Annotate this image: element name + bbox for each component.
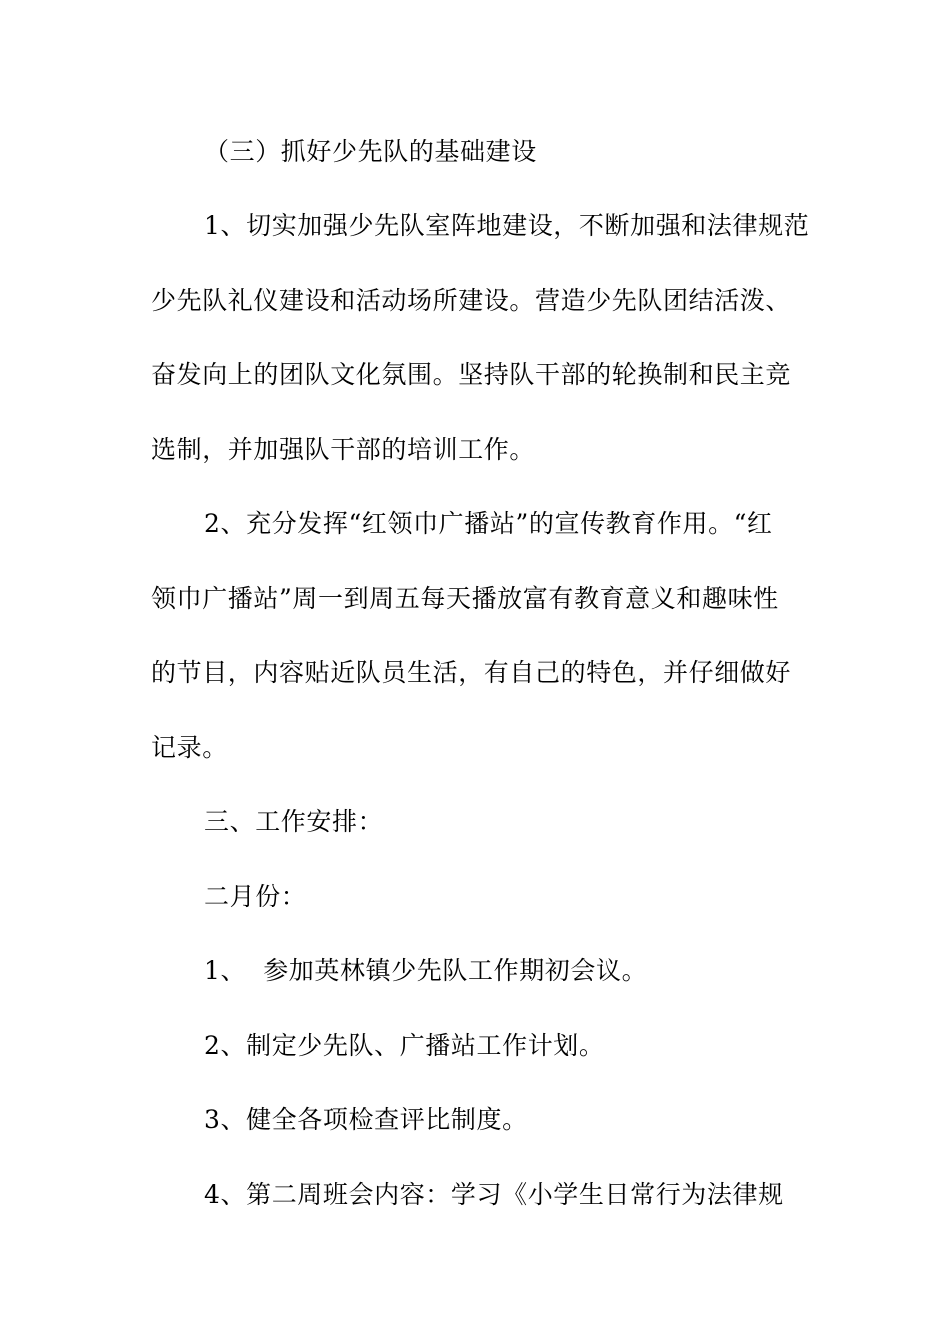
paragraph-line: 奋发向上的团队文化氛围。坚持队干部的轮换制和民主竞 xyxy=(151,360,792,389)
paragraph-line: 2、充分发挥“红领巾广播站”的宣传教育作用。“红 xyxy=(204,509,773,538)
section-heading: 三、工作安排： xyxy=(204,807,384,836)
section-heading: （三）抓好少先队的基础建设 xyxy=(204,137,537,166)
list-item: 1、 参加英林镇少先队工作期初会议。 xyxy=(204,956,648,985)
list-item: 4、第二周班会内容：学习《小学生日常行为法律规 xyxy=(204,1180,784,1209)
paragraph-line: 领巾广播站”周一到周五每天播放富有教育意义和趣味性 xyxy=(151,584,779,613)
paragraph-line: 1、切实加强少先队室阵地建设，不断加强和法律规范 xyxy=(204,211,810,240)
subheading: 二月份： xyxy=(204,882,307,911)
list-item: 3、健全各项检查评比制度。 xyxy=(204,1105,528,1134)
paragraph-line: 选制，并加强队干部的培训工作。 xyxy=(151,435,536,464)
paragraph-line: 的节目，内容贴近队员生活，有自己的特色，并仔细做好 xyxy=(151,658,792,687)
paragraph-line: 记录。 xyxy=(151,733,228,762)
list-item: 2、制定少先队、广播站工作计划。 xyxy=(204,1031,605,1060)
paragraph-line: 少先队礼仪建设和活动场所建设。营造少先队团结活泼、 xyxy=(151,286,792,315)
